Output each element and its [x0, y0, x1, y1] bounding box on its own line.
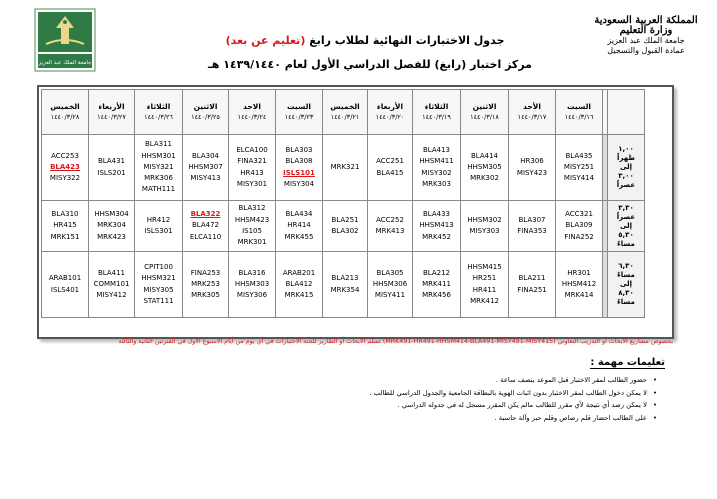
course-code: MRK452: [422, 232, 451, 241]
day-header: [323, 90, 368, 135]
course-code: BLA414: [470, 151, 498, 160]
exam-cell: [509, 201, 556, 252]
course-code: MRK412: [470, 296, 499, 305]
day-name: الخميس: [330, 101, 360, 111]
notes-list: [257, 374, 657, 424]
course-code: BLA213: [331, 274, 359, 283]
exam-cell: [556, 252, 603, 318]
course-code: ACC251: [376, 157, 404, 166]
course-code: HHSM423: [234, 215, 270, 224]
course-code: BLA434: [285, 210, 313, 219]
time-slot-line: ٣,٠٠: [618, 172, 634, 180]
time-slot-row: [42, 135, 645, 201]
course-code: MRK413: [375, 227, 405, 235]
day-date: ١٤٤٠/٣/٢٦: [144, 113, 173, 121]
day-name: الأربعاء: [376, 101, 404, 111]
course-code: ACC252: [376, 215, 404, 224]
org-line: وزارة التعليم: [619, 25, 673, 36]
day-date: ١٤٤٠/٣/١٧: [517, 113, 547, 121]
time-slot-line: ٦,٣٠: [618, 262, 634, 270]
note-item: • على الطالب احضار قلم رصاص وقلم حبر وآلة حاسبة .: [257, 412, 657, 425]
exam-cell: [276, 201, 323, 252]
course-code: MRK415: [284, 291, 314, 300]
course-code: BLA307: [518, 215, 546, 224]
course-code: HR415: [53, 221, 77, 230]
time-slot-label: [608, 201, 645, 252]
course-code: ISLS401: [50, 285, 80, 294]
course-code: MRK414: [564, 291, 594, 300]
course-code: MISY414: [563, 174, 595, 183]
course-code: HHSM302: [467, 215, 502, 224]
course-code: MRK456: [422, 291, 451, 300]
day-name: الثلاثاء: [146, 101, 171, 111]
course-code: HR301: [567, 268, 591, 277]
exam-cell: [368, 201, 413, 252]
course-code: MISY251: [563, 162, 595, 171]
course-code: MISY303: [469, 227, 500, 235]
course-code: MRK302: [470, 174, 499, 183]
course-code: MRK411: [422, 279, 451, 288]
course-code: MISY321: [143, 162, 174, 171]
exam-cell: [183, 252, 229, 318]
time-slot-row: [42, 252, 645, 318]
course-code: STAT111: [143, 296, 174, 305]
title-highlight: (تعليم عن بعد): [225, 34, 306, 47]
course-code: MISY412: [96, 291, 127, 300]
org-line: جامعة الملك عبد العزيز: [607, 36, 685, 45]
header-row: [42, 90, 645, 135]
day-header: [556, 90, 603, 135]
course-code: HHSM303: [234, 279, 270, 288]
course-code: BLA308: [285, 157, 313, 166]
exam-cell: [89, 252, 135, 318]
course-code: IS105: [242, 227, 262, 235]
exam-cell: [135, 135, 183, 201]
course-code: ARAB101: [48, 274, 82, 283]
course-code: BLA472: [191, 221, 219, 230]
course-code: MRK304: [97, 221, 126, 230]
day-date: ١٤٤٠/٣/١٨: [470, 113, 499, 121]
exam-cell: [323, 201, 368, 252]
course-code: BLA413: [422, 145, 450, 154]
course-code: MISY304: [283, 179, 315, 188]
day-date: ١٤٤٠/٣/٢٧: [97, 113, 126, 121]
course-code: BLA431: [97, 157, 125, 166]
course-code: MRK305: [191, 291, 220, 300]
course-code: ELCA110: [189, 232, 222, 241]
day-date: ١٤٤٠/٣/٢١: [330, 113, 360, 121]
course-code: HR413: [240, 168, 264, 177]
exam-cell: [229, 252, 276, 318]
course-code: BLA433: [422, 210, 450, 219]
course-code: MISY413: [190, 174, 221, 183]
course-code: FINA251: [517, 285, 547, 294]
course-code: BLA411: [97, 268, 125, 277]
course-code: ELCA100: [236, 145, 268, 154]
time-slot-line: ٣,٣٠: [618, 203, 634, 212]
day-header: [368, 90, 413, 135]
course-code: ACC253: [51, 151, 79, 160]
time-slot-line: ٥,٣٠: [618, 230, 634, 239]
exam-cell: [413, 135, 461, 201]
course-code: BLA251: [331, 215, 359, 224]
exam-cell: [135, 252, 183, 318]
course-code: HHSM307: [188, 162, 223, 171]
day-name: الأحد: [523, 101, 541, 111]
day-date: ١٤٤٠/٣/٢٥: [191, 113, 220, 121]
course-code: MISY423: [516, 168, 548, 177]
course-code: HHSM305: [467, 162, 502, 171]
exam-cell: [183, 135, 229, 201]
course-code: HHSM412: [561, 279, 597, 288]
day-header: [461, 90, 509, 135]
exam-cell: [229, 201, 276, 252]
day-date: ١٤٤٠/٣/١٦: [564, 113, 594, 121]
day-name: الأربعاء: [98, 101, 125, 111]
course-code: BLA309: [565, 221, 593, 230]
course-code: MRK151: [50, 232, 80, 241]
notes-title: تعليمات مهمة :: [590, 357, 665, 368]
course-code: MISY411: [374, 291, 406, 300]
day-header: [229, 90, 276, 135]
course-code: CPIT100: [144, 262, 173, 271]
course-code: BLA311: [144, 140, 172, 149]
time-slot-line: إلى: [619, 163, 633, 171]
note-item: • حضور الطالب لمقر الاختبار قبل الموعد بنصف ساعة .: [257, 374, 657, 387]
exam-cell: [368, 252, 413, 318]
course-code: HR306: [520, 157, 544, 166]
exam-cell: [509, 135, 556, 201]
course-code: MATH111: [141, 185, 176, 194]
exam-cell: [413, 252, 461, 318]
time-slot-label: [608, 135, 645, 201]
course-code: BLA435: [565, 151, 593, 160]
course-code: HR251: [472, 274, 497, 283]
time-slot-line: إلى: [619, 280, 633, 288]
course-code: FINA353: [517, 227, 547, 235]
day-date: ١٤٤٠/٣/٢٨: [50, 113, 80, 121]
course-code: MRK306: [144, 174, 173, 183]
course-code: HHSM411: [419, 157, 454, 166]
note-item: • لا يمكن دخول الطالب لمقر الاختبار بدون اثبات الهوية بالبطاقة الجامعية والجدول الدراسي للطالب .: [257, 387, 657, 400]
time-slot-line: عصراً: [616, 181, 636, 189]
course-code: HHSM413: [419, 221, 454, 230]
course-code: MRK301: [237, 238, 267, 247]
day-header: [276, 90, 323, 135]
course-code: COMM101: [93, 279, 130, 288]
exam-cell: [276, 252, 323, 318]
exam-cell: [461, 201, 509, 252]
projects-notice: بخصوص مشاريع الأبحاث أو التدريب التعاوني (MRK491-HR491-HHSM414-BLA491-MISY491-MISY415) تسلم الأبحاث أو التقارير للجنة الاختبارات في أي يوم من أيام الأسبوع الأول في الفترتين الثانية والثالثة: [118, 338, 673, 345]
time-slot-line: مساءً: [617, 239, 635, 248]
exam-cell: [323, 252, 368, 318]
course-code: MRK354: [330, 285, 360, 294]
course-code: BLA316: [238, 268, 266, 277]
course-code: MISY302: [421, 168, 452, 177]
course-code: ACC321: [565, 210, 593, 219]
exam-cell: [461, 252, 509, 318]
slot-header: [608, 90, 645, 135]
day-header: [89, 90, 135, 135]
exam-cell: [42, 252, 89, 318]
course-code: ARAB201: [282, 268, 316, 277]
exam-cell: [461, 135, 509, 201]
course-code: HHSM415: [467, 262, 502, 271]
course-code: BLA423: [50, 162, 80, 171]
university-logo: [34, 8, 96, 72]
day-name: الخميس: [50, 101, 80, 111]
day-name: الاحد: [243, 101, 261, 111]
page-title: [190, 34, 540, 47]
time-slot-line: مساءً: [617, 298, 635, 306]
course-code: HHSM306: [372, 279, 408, 288]
course-code: FINA252: [564, 232, 594, 241]
course-code: BLA322: [190, 210, 221, 219]
course-code: MISY306: [236, 291, 268, 300]
time-slot-line: مساءً: [617, 271, 635, 279]
page-subtitle: مركز اختبار (رابغ) للفصل الدراسي الأول لعام ١٤٣٩/١٤٤٠ هـ: [208, 58, 532, 71]
note-item: • لا يمكن رصد أي نتيجة لأي مقرر للطالب مالم يكن المقرر مسجل له في جدوله الدراسي .: [257, 399, 657, 412]
day-name: السبت: [566, 101, 592, 111]
course-code: BLA211: [518, 274, 546, 283]
exam-cell: [556, 201, 603, 252]
course-code: MRK253: [191, 279, 220, 288]
time-slot-line: ظهراً: [617, 154, 635, 162]
exam-cell: [42, 201, 89, 252]
org-line: عمادة القبول والتسجيل: [607, 46, 685, 55]
day-name: الثلاثاء: [424, 101, 449, 111]
course-code: MISY322: [49, 174, 81, 183]
day-date: ١٤٤٠/٣/٢٠: [375, 113, 405, 121]
course-code: MISY301: [236, 179, 268, 188]
course-code: BLA415: [376, 168, 404, 177]
exam-cell: [323, 135, 368, 201]
time-slot-line: عصراً: [616, 212, 636, 221]
exam-cell: [509, 252, 556, 318]
day-name: السبت: [286, 101, 312, 111]
exam-cell: [413, 201, 461, 252]
exam-cell: [42, 135, 89, 201]
course-code: HR411: [472, 285, 497, 294]
time-slot-line: إلى: [619, 221, 633, 230]
course-code: MISY305: [143, 285, 174, 294]
course-code: BLA303: [285, 145, 313, 154]
course-code: HHSM301: [141, 151, 176, 160]
course-code: FINA321: [237, 157, 267, 166]
day-date: ١٤٤٠/٣/٢٣: [284, 113, 314, 121]
course-code: MRK423: [97, 232, 126, 241]
course-code: BLA302: [331, 227, 359, 235]
exam-cell: [276, 135, 323, 201]
day-name: الاثنين: [193, 101, 218, 111]
course-code: ISLS201: [97, 168, 126, 177]
course-code: HR414: [287, 221, 311, 230]
day-name: الاثنين: [472, 101, 497, 111]
course-code: BLA305: [376, 268, 404, 277]
day-date: ١٤٤٠/٣/٢٤: [237, 113, 267, 121]
course-code: MRK303: [422, 179, 451, 188]
course-code: ISLS301: [144, 227, 173, 235]
day-header: [509, 90, 556, 135]
logo-text: جامعة الملك عبد العزيز: [38, 60, 92, 66]
day-header: [413, 90, 461, 135]
exam-cell: [368, 135, 413, 201]
exam-cell: [229, 135, 276, 201]
course-code: FINA253: [190, 268, 221, 277]
time-slot-row: [42, 201, 645, 252]
exam-cell: [556, 135, 603, 201]
course-code: MRK455: [284, 232, 314, 241]
course-code: HR412: [146, 215, 171, 224]
course-code: HHSM304: [94, 210, 129, 219]
course-code: BLA212: [422, 268, 450, 277]
exam-cell: [135, 201, 183, 252]
time-slot-line: ١,٠٠: [618, 145, 634, 153]
day-header: [183, 90, 229, 135]
organization-header: [591, 16, 701, 56]
org-line: المملكة العربية السعودية: [594, 15, 698, 26]
day-header: [42, 90, 89, 135]
exam-cell: [89, 135, 135, 201]
time-slot-line: ٨,٣٠: [618, 289, 634, 297]
course-code: HHSM321: [141, 274, 176, 283]
course-code: BLA312: [238, 204, 266, 213]
exam-cell: [183, 201, 229, 252]
day-date: ١٤٤٠/٣/١٩: [422, 113, 451, 121]
exam-schedule-table: [41, 89, 645, 318]
course-code: ISLS101: [283, 168, 315, 177]
title-main: جدول الاختبارات النهائية لطلاب رابغ: [309, 34, 505, 47]
course-code: MRK321: [330, 162, 360, 171]
course-code: BLA310: [51, 210, 79, 219]
time-slot-label: [608, 252, 645, 318]
exam-cell: [89, 201, 135, 252]
course-code: BLA412: [285, 279, 313, 288]
course-code: BLA304: [191, 151, 219, 160]
day-header: [135, 90, 183, 135]
